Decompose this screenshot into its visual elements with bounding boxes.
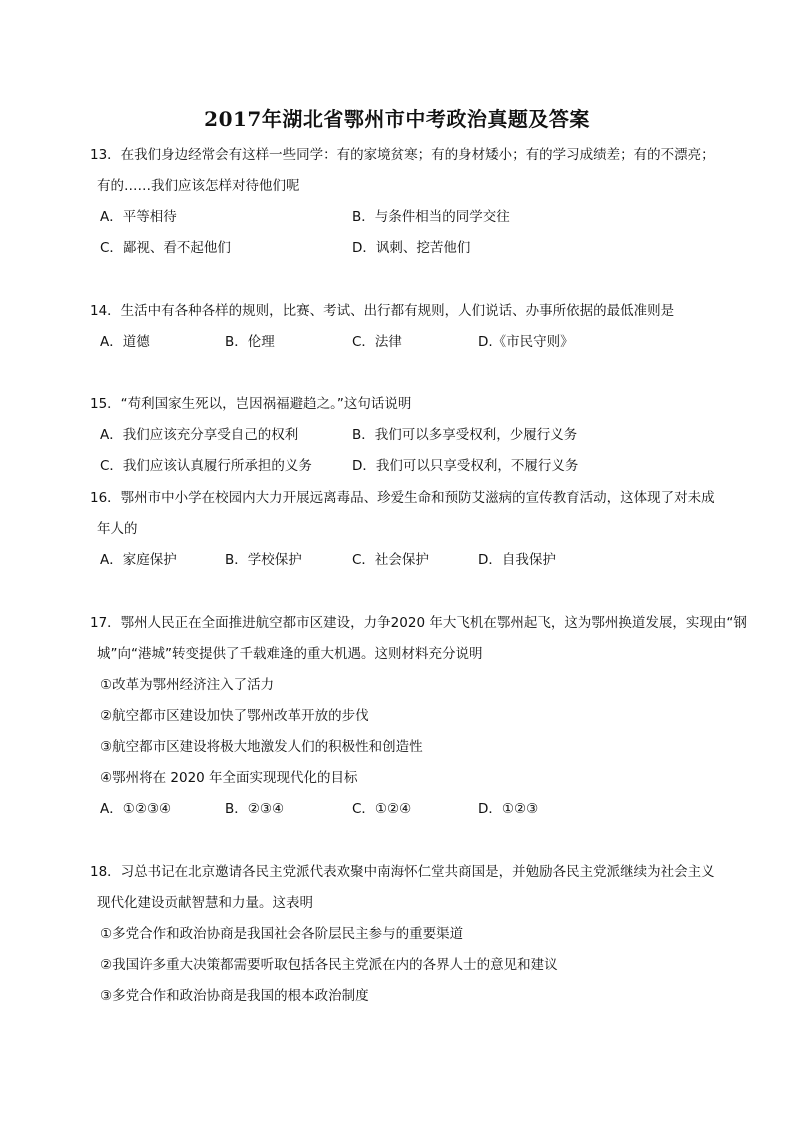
question-15-option-d: D．我们可以只享受权利，不履行义务	[352, 458, 579, 474]
question-17-stem-line-2: 城”向“港城”转变提供了千载难逢的重大机遇。这则材料充分说明	[97, 646, 483, 662]
question-14-option-a: A．道德	[100, 334, 150, 350]
question-15-option-c: C．我们应该认真履行所承担的义务	[100, 458, 312, 474]
question-16-stem-line-1: 16．鄂州市中小学在校园内大力开展远离毒品、珍爱生命和预防艾滋病的宣传教育活动，这体现了对未成	[90, 490, 715, 506]
question-18-item-1: ①多党合作和政治协商是我国社会各阶层民主参与的重要渠道	[100, 926, 464, 942]
page-title: 2017年湖北省鄂州市中考政治真题及答案	[204, 107, 590, 131]
question-13-stem-line-1: 13．在我们身边经常会有这样一些同学：有的家境贫寒；有的身材矮小；有的学习成绩差；有的不漂亮；	[90, 147, 715, 163]
question-16-option-c: C．社会保护	[352, 552, 429, 568]
question-15-option-b: B．我们可以多享受权利，少履行义务	[352, 427, 578, 443]
question-18-stem-line-2: 现代化建设贡献智慧和力量。这表明	[97, 895, 313, 911]
question-18-item-3: ③多党合作和政治协商是我国的根本政治制度	[100, 988, 369, 1004]
question-14-option-c: C．法律	[352, 334, 402, 350]
question-15-stem: 15．“苟利国家生死以，岂因祸福避趋之。”这句话说明	[90, 396, 412, 412]
question-18-item-2: ②我国许多重大决策都需要听取包括各民主党派在内的各界人士的意见和建议	[100, 957, 558, 973]
question-17-stem-line-1: 17．鄂州人民正在全面推进航空都市区建设，力争2020 年大飞机在鄂州起飞，这为鄂州换道发展，实现由“钢	[90, 615, 747, 631]
question-17-option-a: A．①②③④	[100, 801, 172, 817]
question-16-option-d: D．自我保护	[478, 552, 556, 568]
question-15-option-a: A．我们应该充分享受自己的权利	[100, 427, 299, 443]
question-13-stem-line-2: 有的……我们应该怎样对待他们呢	[97, 178, 300, 194]
question-14-option-b: B．伦理	[225, 334, 275, 350]
question-17-item-4: ④鄂州将在 2020 年全面实现现代化的目标	[100, 770, 358, 786]
question-17-option-c: C．①②④	[352, 801, 412, 817]
question-14-stem: 14．生活中有各种各样的规则，比赛、考试、出行都有规则，人们说话、办事所依据的最低准则是	[90, 303, 675, 319]
question-17-option-d: D．①②③	[478, 801, 539, 817]
question-13-option-c: C．鄙视、看不起他们	[100, 240, 231, 256]
question-17-option-b: B．②③④	[225, 801, 285, 817]
question-13-option-a: A．平等相待	[100, 209, 177, 225]
question-13-option-b: B．与条件相当的同学交往	[352, 209, 510, 225]
question-17-item-1: ①改革为鄂州经济注入了活力	[100, 677, 275, 693]
question-17-item-2: ②航空都市区建设加快了鄂州改革开放的步伐	[100, 708, 369, 724]
question-14-option-d: D.《市民守则》	[478, 334, 574, 350]
question-17-item-3: ③航空都市区建设将极大地激发人们的积极性和创造性	[100, 739, 423, 755]
question-18-stem-line-1: 18．习总书记在北京邀请各民主党派代表欢聚中南海怀仁堂共商国是，并勉励各民主党派继续为社会主义	[90, 864, 715, 880]
question-16-option-a: A．家庭保护	[100, 552, 177, 568]
question-13-option-d: D．讽刺、挖苦他们	[352, 240, 471, 256]
question-16-stem-line-2: 年人的	[97, 521, 138, 537]
question-16-option-b: B．学校保护	[225, 552, 302, 568]
